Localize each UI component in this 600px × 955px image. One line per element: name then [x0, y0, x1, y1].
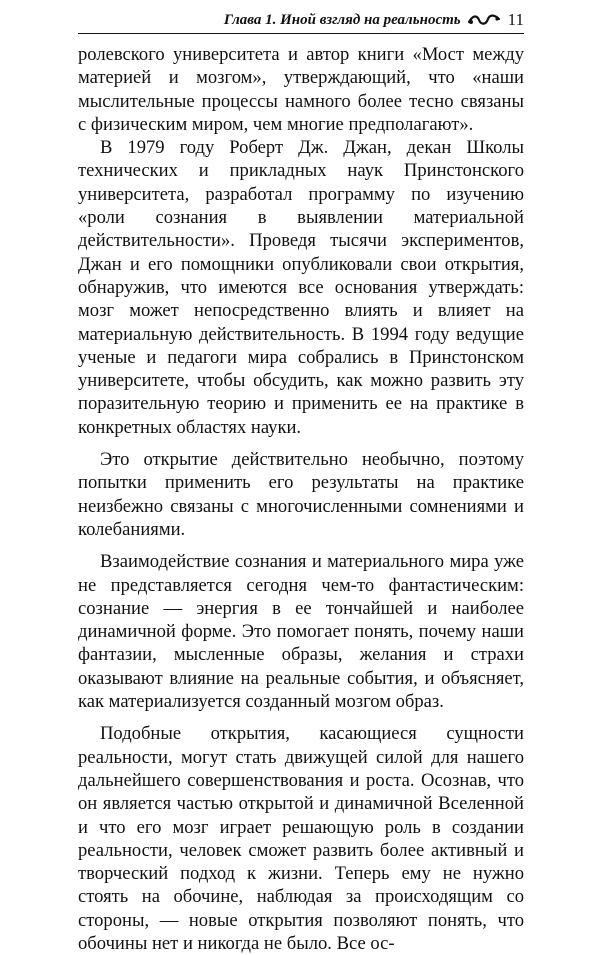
paragraph-2: В 1979 году Роберт Дж. Джан, декан Школы технических и прикладных наук Принстонского университета, разработал программу по изучению «роли сознания в выявлении материальной действительности». Проведя тысячи экспериментов, Джан и его помощники опубликовали свои открытия, обнаружив, что имеются все основания утверждать: мозг может непосредственно влиять и влияет на материальную действительность. В 1994 году ведущие ученые и педагоги мира собрались в Принстонском университете, чтобы обсудить, как можно развить эту поразительную теорию и применить ее на практике в конкретных областях науки. — [78, 137, 524, 438]
header-rule — [78, 33, 524, 34]
body-text — [78, 43, 524, 955]
page-number: 11 — [507, 10, 524, 29]
paragraph-5: Подобные открытия, касающиеся сущности реальности, могут стать движущей силой для нашего дальнейшего совершенствования и роста. Осознав, что он является частью открытой и динамичной Вселенной и что его мозг играет решающую роль в создании реальности, человек сможет развить более активный и творческий подход к жизни. Теперь ему не нужно стоять на обочине, наблюдая за происходящим со стороны, — новые открытия позволяют понять, что обочины нет и никогда не было. Все ос- — [78, 723, 524, 954]
book-page — [78, 0, 524, 954]
paragraph-1: ролевского университета и автор книги «Мост между материей и мозгом», утверждающий, что «наши мыслительные процессы намного более тесно связаны с физическим миром, чем многие предполагают». — [78, 44, 524, 135]
flourish-ornament-icon — [467, 13, 501, 27]
paragraph-3: Это открытие действительно необычно, поэтому попытки применить его результаты на практике неизбежно связаны с многочисленными сомнениями и колебаниями. — [78, 449, 524, 540]
paragraph-4: Взаимодействие сознания и материального мира уже не представляется сегодня чем-то фантастическим: сознание — энергия в ее тончайшей и наиболее динамичной форме. Это помогает понять, почему наши фантазии, мысленные образы, желания и страхи оказывают влияние на реальные события, и объясняет, как материализуется созданный мозгом образ. — [78, 551, 524, 713]
chapter-title: Глава 1. Иной взгляд на реальность — [223, 12, 461, 28]
running-header — [78, 8, 524, 32]
